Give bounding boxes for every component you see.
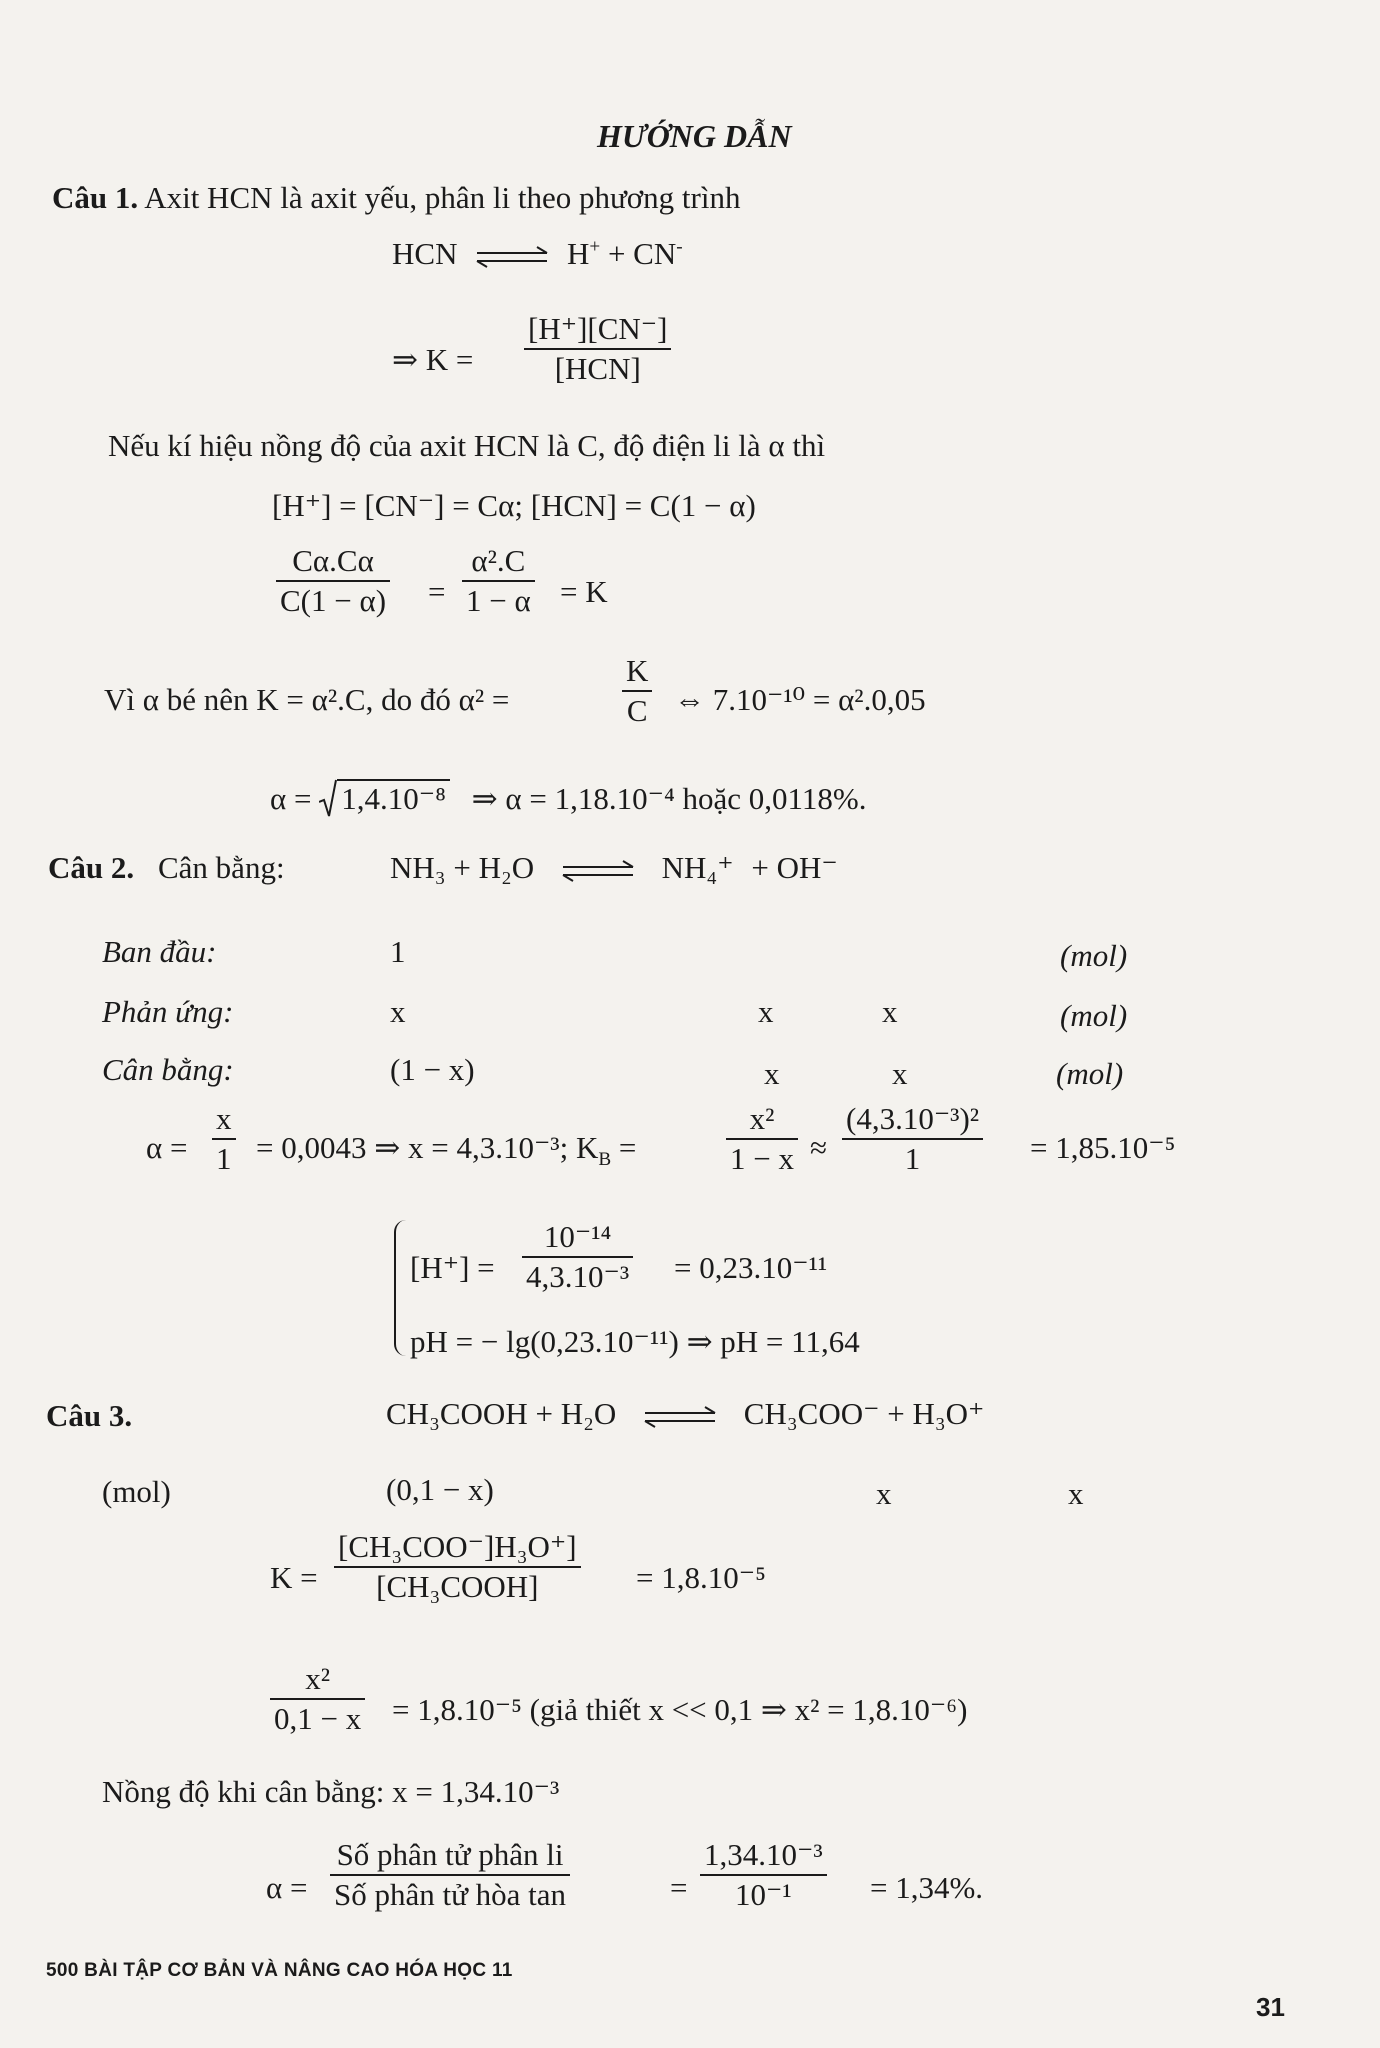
q2-kb-result: = 1,85.10⁻⁵: [1030, 1130, 1176, 1165]
q3-alpha2-den: 10⁻¹: [735, 1877, 792, 1912]
q2-row-react-label: Phản ứng:: [102, 994, 234, 1029]
q2-kb-sub: B: [598, 1149, 612, 1171]
q3-mol-c2: x: [876, 1476, 892, 1511]
q1-fraction-1: [276, 542, 390, 620]
q2-alpha-num: x: [212, 1100, 236, 1140]
q1-line1: [52, 180, 740, 216]
q1-eq-h: H: [566, 236, 590, 271]
q1-line5-b: ⇔ 7.10⁻¹⁰ = α².0,05: [674, 682, 926, 717]
q2-row-eq-c2: x: [764, 1056, 780, 1091]
q3-k-result: = 1,8.10⁻⁵: [636, 1560, 766, 1595]
q3-k-den: [CH₃COOH]: [376, 1569, 539, 1604]
q2-eq-oh: + OH⁻: [751, 850, 838, 885]
equilibrium-arrow-icon: [632, 1406, 728, 1428]
q3-eq-right: CH₃COO⁻ + H₃O⁺: [743, 1396, 985, 1431]
q3-conc-line: Nồng độ khi cân bằng: x = 1,34.10⁻³: [102, 1774, 560, 1809]
q3-x-result: = 1,8.10⁻⁵ (giả thiết x << 0,1 ⇒ x² = 1,8.10⁻⁶): [392, 1692, 968, 1727]
q3-alpha2-num: 1,34.10⁻³: [700, 1836, 827, 1876]
q2-row-react-c3: x: [882, 994, 898, 1029]
q3-x-num: x²: [270, 1660, 365, 1700]
q1-line2: Nếu kí hiệu nồng độ của axit HCN là C, độ điện li là α thì: [108, 428, 826, 463]
q2-row-react-c1: x: [390, 994, 406, 1029]
q2-row-react-unit: (mol): [1060, 998, 1128, 1033]
q1-line6-b: ⇒ α = 1,18.10⁻⁴ hoặc 0,0118%.: [471, 781, 867, 817]
q1-line3: [H⁺] = [CN⁻] = Cα; [HCN] = C(1 − α): [272, 488, 756, 523]
q1-line5-num: K: [622, 652, 652, 692]
q2-ph-line: pH = − lg(0,23.10⁻¹¹) ⇒ pH = 11,64: [410, 1324, 860, 1359]
q1-f1-den: C(1 − α): [280, 583, 387, 618]
q1-label: Câu 1.: [52, 180, 139, 215]
q2-kb-eq: =: [618, 1130, 637, 1165]
q2-alpha-mid-text: = 0,0043 ⇒ x = 4,3.10⁻³; K: [256, 1130, 599, 1165]
q2-row-react-c2: x: [758, 994, 774, 1029]
q1-k-prefix: ⇒ K =: [392, 342, 474, 377]
q1-line5-a: Vì α bé nên K = α².C, do đó α² =: [104, 682, 510, 717]
q2-row-eq-label: Cân bằng:: [102, 1052, 234, 1087]
q3-k-num: [CH₃COO⁻]H₃O⁺]: [334, 1528, 581, 1568]
q2-row-initial-label: Ban đầu:: [102, 934, 217, 969]
q1-k-den: [HCN]: [554, 351, 641, 386]
q2-eq-left: NH₃ + H₂O: [390, 850, 535, 885]
q1-line5-den: C: [626, 693, 648, 728]
q3-alpha-result: = 1,34%.: [870, 1870, 984, 1905]
q2-kb-fraction-1: [726, 1100, 798, 1178]
q3-k-fraction: [334, 1528, 581, 1606]
q2-row-eq-c3: x: [892, 1056, 908, 1091]
system-brace: [394, 1220, 406, 1356]
q1-line6: [270, 778, 866, 826]
equilibrium-arrow-icon: [550, 860, 646, 882]
q2-h-result: = 0,23.10⁻¹¹: [674, 1250, 828, 1285]
equilibrium-arrow-icon: [473, 246, 551, 268]
q3-alpha-fraction: [330, 1836, 570, 1914]
q3-k-prefix: K =: [270, 1560, 318, 1595]
q1-equation: HCN H+ + CN-: [392, 236, 683, 271]
q2-h-num: 10⁻¹⁴: [522, 1218, 633, 1258]
q1-line6-a: α =: [270, 781, 312, 817]
q2-row-eq-unit: (mol): [1056, 1056, 1124, 1091]
q2-kb-f1-den: 1 − x: [730, 1141, 794, 1176]
q2-kb-fraction-2: [842, 1100, 983, 1178]
q2-kb-f1-num: x²: [726, 1100, 798, 1140]
q1-line5-fraction: [622, 652, 652, 730]
q2-alpha-prefix: α =: [146, 1130, 188, 1165]
q2-label: Câu 2.: [48, 850, 135, 885]
q3-eq-left: CH₃COOH + H₂O: [386, 1396, 617, 1431]
q3-mol-c1: (0,1 − x): [386, 1472, 494, 1507]
q1-f2-den: 1 − α: [466, 583, 531, 618]
q3-alpha-prefix: α =: [266, 1870, 308, 1905]
page-title: HƯỚNG DẪN: [597, 118, 792, 154]
q2-h-den: 4,3.10⁻³: [526, 1259, 630, 1294]
q3-mol-c3: x: [1068, 1476, 1084, 1511]
q2-row-eq-c1: (1 − x): [390, 1052, 475, 1087]
q2-alpha-fraction: [212, 1100, 236, 1178]
q2-kb-f2-den: 1: [904, 1141, 921, 1176]
q1-sqrt-value: 1,4.10⁻⁸: [337, 779, 450, 816]
q3-alpha-den: Số phân tử hòa tan: [334, 1877, 567, 1912]
q2-alpha-den: 1: [216, 1141, 232, 1176]
q3-x-fraction: [270, 1660, 365, 1738]
q1-f1-num: Cα.Cα: [276, 542, 390, 582]
sqrt-icon: [319, 778, 337, 826]
q3-alpha-fraction-2: [700, 1836, 827, 1914]
q2-row-initial-unit: (mol): [1060, 938, 1128, 973]
q3-mol-label: (mol): [102, 1474, 171, 1509]
q2-kb-f2-num: (4,3.10⁻³)²: [842, 1100, 983, 1140]
q3-label: Câu 3.: [46, 1398, 133, 1433]
q3-alpha-num: Số phân tử phân li: [330, 1836, 570, 1876]
q2-h-prefix: [H⁺] =: [410, 1250, 495, 1285]
footer-book-title: 500 BÀI TẬP CƠ BẢN VÀ NÂNG CAO HÓA HỌC 11: [46, 1960, 513, 1981]
q2-h-fraction: [522, 1218, 633, 1296]
q1-equals-1: =: [428, 574, 446, 609]
q1-equals-k: = K: [560, 574, 608, 609]
q1-k-num: [H⁺][CN⁻]: [524, 310, 671, 350]
page-number: 31: [1256, 1992, 1285, 2022]
q1-fraction-2: [462, 542, 535, 620]
q1-eq-left: HCN: [392, 236, 458, 271]
q3-alpha-eq: =: [670, 1870, 688, 1905]
q1-intro: Axit HCN là axit yếu, phân li theo phương trình: [144, 180, 741, 215]
q3-x-den: 0,1 − x: [274, 1701, 362, 1736]
q2-row-initial-c1: 1: [390, 934, 406, 969]
q1-f2-num: α².C: [462, 542, 535, 582]
q2-equation: [390, 850, 838, 886]
q2-balance-label: Cân bằng:: [158, 850, 285, 885]
q2-eq-nh4: NH₄⁺: [661, 850, 734, 885]
q3-equation: [386, 1396, 984, 1432]
q1-k-fraction: [524, 310, 671, 388]
q2-alpha-mid: [256, 1130, 637, 1171]
q1-eq-cn: + CN: [607, 236, 677, 271]
q2-approx: ≈: [810, 1130, 828, 1165]
